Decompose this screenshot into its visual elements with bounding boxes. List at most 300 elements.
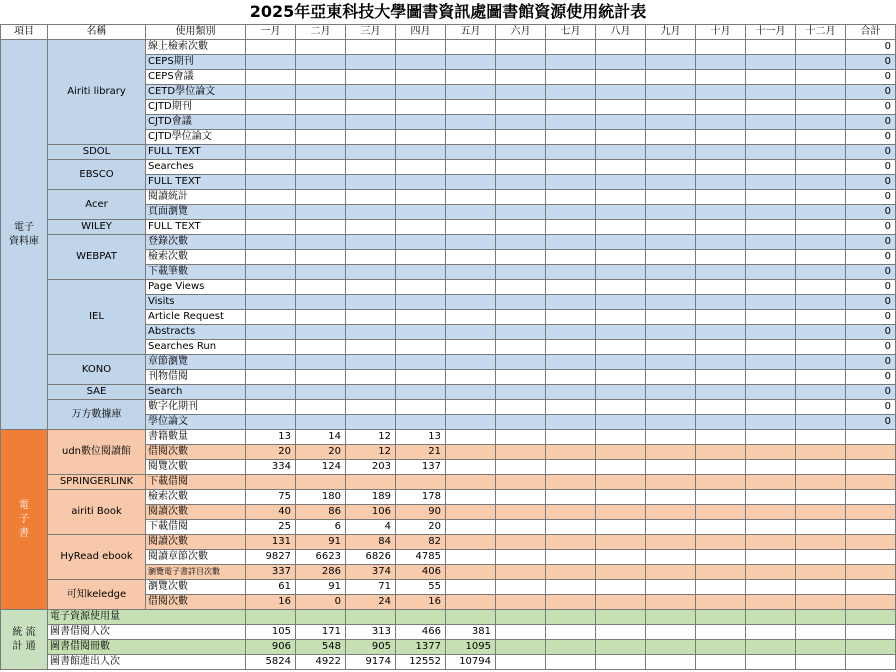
month-value-cell bbox=[796, 235, 846, 250]
month-value-cell bbox=[246, 250, 296, 265]
month-value-cell bbox=[396, 40, 446, 55]
resource-name: EBSCO bbox=[48, 160, 146, 190]
month-value-cell bbox=[546, 370, 596, 385]
usage-category: Article Request bbox=[146, 310, 246, 325]
total-cell: 0 bbox=[846, 310, 896, 325]
month-value-cell bbox=[296, 370, 346, 385]
month-value-cell bbox=[296, 70, 346, 85]
month-value-cell bbox=[746, 535, 796, 550]
usage-category: 章節瀏覽 bbox=[146, 355, 246, 370]
total-cell bbox=[846, 535, 896, 550]
month-value-cell bbox=[496, 340, 546, 355]
month-value-cell bbox=[746, 340, 796, 355]
month-value-cell bbox=[696, 145, 746, 160]
table-row bbox=[1, 355, 896, 370]
column-header: 七月 bbox=[546, 25, 596, 40]
resource-name: 可知keledge bbox=[48, 580, 146, 610]
month-value-cell bbox=[396, 355, 446, 370]
month-value-cell bbox=[446, 220, 496, 235]
total-cell bbox=[846, 430, 896, 445]
usage-category: 頁面瀏覽 bbox=[146, 205, 246, 220]
month-value-cell bbox=[596, 70, 646, 85]
column-header: 名稱 bbox=[48, 25, 146, 40]
month-value-cell bbox=[596, 580, 646, 595]
month-value-cell bbox=[646, 85, 696, 100]
month-value-cell bbox=[596, 355, 646, 370]
month-value-cell bbox=[296, 340, 346, 355]
total-cell bbox=[846, 460, 896, 475]
month-value-cell bbox=[746, 385, 796, 400]
month-value-cell bbox=[696, 595, 746, 610]
month-value-cell: 5824 bbox=[246, 655, 296, 670]
month-value-cell bbox=[446, 460, 496, 475]
month-value-cell bbox=[646, 370, 696, 385]
usage-category: 圖書館進出人次 bbox=[48, 655, 246, 670]
month-value-cell bbox=[496, 175, 546, 190]
table-row bbox=[1, 535, 896, 550]
month-value-cell bbox=[746, 595, 796, 610]
month-value-cell bbox=[546, 445, 596, 460]
month-value-cell bbox=[246, 115, 296, 130]
month-value-cell bbox=[596, 175, 646, 190]
month-value-cell bbox=[646, 145, 696, 160]
total-cell bbox=[846, 595, 896, 610]
month-value-cell bbox=[696, 310, 746, 325]
month-value-cell bbox=[496, 655, 546, 670]
month-value-cell: 12 bbox=[346, 430, 396, 445]
month-value-cell bbox=[546, 595, 596, 610]
month-value-cell bbox=[746, 295, 796, 310]
month-value-cell bbox=[546, 415, 596, 430]
month-value-cell bbox=[446, 175, 496, 190]
month-value-cell: 337 bbox=[246, 565, 296, 580]
month-value-cell bbox=[746, 400, 796, 415]
month-value-cell bbox=[496, 640, 546, 655]
month-value-cell bbox=[496, 40, 546, 55]
month-value-cell bbox=[396, 310, 446, 325]
month-value-cell bbox=[796, 85, 846, 100]
total-cell: 0 bbox=[846, 40, 896, 55]
month-value-cell bbox=[446, 475, 496, 490]
month-value-cell bbox=[296, 475, 346, 490]
month-value-cell bbox=[646, 40, 696, 55]
month-value-cell bbox=[796, 490, 846, 505]
total-cell: 0 bbox=[846, 220, 896, 235]
month-value-cell: 20 bbox=[296, 445, 346, 460]
column-header: 十二月 bbox=[796, 25, 846, 40]
month-value-cell: 20 bbox=[246, 445, 296, 460]
month-value-cell bbox=[296, 610, 346, 625]
resource-name: 万方數據庫 bbox=[48, 400, 146, 430]
month-value-cell bbox=[446, 535, 496, 550]
month-value-cell bbox=[596, 100, 646, 115]
month-value-cell bbox=[296, 55, 346, 70]
month-value-cell bbox=[746, 130, 796, 145]
usage-category: 圖書借閱冊數 bbox=[48, 640, 246, 655]
usage-category: 瀏覽電子書詳目次數 bbox=[146, 565, 246, 580]
month-value-cell bbox=[646, 550, 696, 565]
month-value-cell bbox=[246, 130, 296, 145]
month-value-cell bbox=[646, 295, 696, 310]
month-value-cell bbox=[646, 640, 696, 655]
usage-category: CJTD會議 bbox=[146, 115, 246, 130]
month-value-cell bbox=[646, 580, 696, 595]
month-value-cell bbox=[346, 175, 396, 190]
month-value-cell bbox=[346, 160, 396, 175]
month-value-cell bbox=[646, 130, 696, 145]
month-value-cell bbox=[546, 55, 596, 70]
month-value-cell bbox=[346, 55, 396, 70]
month-value-cell bbox=[446, 580, 496, 595]
month-value-cell bbox=[346, 370, 396, 385]
total-cell: 0 bbox=[846, 295, 896, 310]
total-cell bbox=[846, 550, 896, 565]
month-value-cell bbox=[796, 430, 846, 445]
total-cell bbox=[846, 490, 896, 505]
total-cell: 0 bbox=[846, 340, 896, 355]
month-value-cell bbox=[396, 295, 446, 310]
month-value-cell: 20 bbox=[396, 520, 446, 535]
column-header: 使用類別 bbox=[146, 25, 246, 40]
month-value-cell bbox=[446, 280, 496, 295]
month-value-cell bbox=[346, 115, 396, 130]
month-value-cell bbox=[546, 340, 596, 355]
month-value-cell bbox=[796, 640, 846, 655]
column-header: 六月 bbox=[496, 25, 546, 40]
month-value-cell bbox=[796, 475, 846, 490]
month-value-cell bbox=[496, 325, 546, 340]
month-value-cell bbox=[296, 385, 346, 400]
month-value-cell bbox=[646, 490, 696, 505]
month-value-cell: 14 bbox=[296, 430, 346, 445]
usage-category: 電子資源使用量 bbox=[48, 610, 246, 625]
month-value-cell bbox=[246, 355, 296, 370]
month-value-cell bbox=[396, 475, 446, 490]
month-value-cell bbox=[746, 355, 796, 370]
month-value-cell bbox=[596, 205, 646, 220]
month-value-cell bbox=[496, 520, 546, 535]
table-row bbox=[1, 235, 896, 250]
usage-category: Searches Run bbox=[146, 340, 246, 355]
month-value-cell bbox=[696, 655, 746, 670]
month-value-cell bbox=[446, 415, 496, 430]
month-value-cell bbox=[396, 400, 446, 415]
month-value-cell bbox=[746, 415, 796, 430]
month-value-cell: 84 bbox=[346, 535, 396, 550]
total-cell: 0 bbox=[846, 370, 896, 385]
month-value-cell bbox=[796, 250, 846, 265]
month-value-cell bbox=[546, 580, 596, 595]
month-value-cell bbox=[446, 565, 496, 580]
month-value-cell bbox=[546, 40, 596, 55]
month-value-cell bbox=[446, 130, 496, 145]
month-value-cell bbox=[496, 610, 546, 625]
month-value-cell bbox=[696, 220, 746, 235]
month-value-cell bbox=[496, 445, 546, 460]
total-cell: 0 bbox=[846, 70, 896, 85]
month-value-cell bbox=[246, 145, 296, 160]
month-value-cell bbox=[296, 130, 346, 145]
month-value-cell bbox=[246, 70, 296, 85]
month-value-cell bbox=[496, 565, 546, 580]
resource-name: udn數位閱讀館 bbox=[48, 430, 146, 475]
month-value-cell bbox=[696, 565, 746, 580]
month-value-cell bbox=[446, 445, 496, 460]
month-value-cell bbox=[746, 550, 796, 565]
month-value-cell bbox=[746, 100, 796, 115]
month-value-cell bbox=[646, 535, 696, 550]
table-row bbox=[1, 220, 896, 235]
month-value-cell bbox=[796, 280, 846, 295]
report-title: 2025年亞東科技大學圖書資訊處圖書館資源使用統計表 bbox=[249, 2, 647, 21]
table-row bbox=[1, 475, 896, 490]
month-value-cell bbox=[246, 265, 296, 280]
usage-statistics-table bbox=[0, 24, 896, 670]
table-row bbox=[1, 610, 896, 625]
month-value-cell bbox=[596, 520, 646, 535]
usage-category: 閱讀次數 bbox=[146, 535, 246, 550]
month-value-cell bbox=[546, 220, 596, 235]
month-value-cell bbox=[646, 310, 696, 325]
month-value-cell bbox=[396, 70, 446, 85]
month-value-cell bbox=[446, 610, 496, 625]
usage-category: 圖書借閱人次 bbox=[48, 625, 246, 640]
resource-name: HyRead ebook bbox=[48, 535, 146, 580]
month-value-cell: 334 bbox=[246, 460, 296, 475]
month-value-cell bbox=[496, 370, 546, 385]
month-value-cell bbox=[646, 565, 696, 580]
month-value-cell bbox=[246, 610, 296, 625]
month-value-cell bbox=[496, 205, 546, 220]
resource-name: KONO bbox=[48, 355, 146, 385]
month-value-cell bbox=[746, 460, 796, 475]
month-value-cell bbox=[796, 100, 846, 115]
month-value-cell bbox=[746, 280, 796, 295]
month-value-cell bbox=[746, 265, 796, 280]
month-value-cell bbox=[396, 55, 446, 70]
month-value-cell bbox=[296, 250, 346, 265]
month-value-cell bbox=[596, 340, 646, 355]
month-value-cell bbox=[396, 85, 446, 100]
month-value-cell bbox=[596, 640, 646, 655]
month-value-cell bbox=[446, 310, 496, 325]
month-value-cell bbox=[646, 385, 696, 400]
month-value-cell bbox=[546, 250, 596, 265]
month-value-cell bbox=[696, 250, 746, 265]
month-value-cell bbox=[546, 475, 596, 490]
month-value-cell bbox=[696, 130, 746, 145]
month-value-cell bbox=[696, 490, 746, 505]
table-row bbox=[1, 625, 896, 640]
month-value-cell bbox=[496, 475, 546, 490]
month-value-cell bbox=[296, 190, 346, 205]
month-value-cell bbox=[546, 295, 596, 310]
month-value-cell: 82 bbox=[396, 535, 446, 550]
usage-category: 借閱次數 bbox=[146, 595, 246, 610]
month-value-cell bbox=[696, 235, 746, 250]
month-value-cell bbox=[546, 385, 596, 400]
month-value-cell bbox=[696, 475, 746, 490]
month-value-cell: 6 bbox=[296, 520, 346, 535]
month-value-cell: 13 bbox=[396, 430, 446, 445]
month-value-cell bbox=[446, 520, 496, 535]
month-value-cell: 180 bbox=[296, 490, 346, 505]
month-value-cell bbox=[346, 475, 396, 490]
month-value-cell bbox=[546, 190, 596, 205]
month-value-cell bbox=[546, 550, 596, 565]
month-value-cell bbox=[246, 40, 296, 55]
usage-category: 下載借閱 bbox=[146, 475, 246, 490]
month-value-cell bbox=[446, 100, 496, 115]
usage-category: Abstracts bbox=[146, 325, 246, 340]
month-value-cell bbox=[596, 430, 646, 445]
month-value-cell bbox=[796, 265, 846, 280]
month-value-cell: 313 bbox=[346, 625, 396, 640]
month-value-cell bbox=[396, 415, 446, 430]
month-value-cell: 6826 bbox=[346, 550, 396, 565]
month-value-cell bbox=[596, 460, 646, 475]
month-value-cell bbox=[646, 475, 696, 490]
month-value-cell bbox=[496, 280, 546, 295]
month-value-cell bbox=[796, 145, 846, 160]
total-cell: 0 bbox=[846, 190, 896, 205]
month-value-cell bbox=[246, 280, 296, 295]
month-value-cell: 466 bbox=[396, 625, 446, 640]
month-value-cell bbox=[296, 265, 346, 280]
month-value-cell bbox=[246, 325, 296, 340]
month-value-cell bbox=[446, 385, 496, 400]
month-value-cell bbox=[446, 70, 496, 85]
month-value-cell: 137 bbox=[396, 460, 446, 475]
month-value-cell: 86 bbox=[296, 505, 346, 520]
table-row bbox=[1, 655, 896, 670]
month-value-cell bbox=[796, 205, 846, 220]
month-value-cell: 4 bbox=[346, 520, 396, 535]
month-value-cell bbox=[396, 265, 446, 280]
month-value-cell bbox=[496, 70, 546, 85]
month-value-cell bbox=[796, 595, 846, 610]
month-value-cell bbox=[346, 205, 396, 220]
month-value-cell bbox=[596, 85, 646, 100]
month-value-cell bbox=[446, 160, 496, 175]
month-value-cell: 131 bbox=[246, 535, 296, 550]
month-value-cell bbox=[546, 235, 596, 250]
usage-category: Search bbox=[146, 385, 246, 400]
month-value-cell bbox=[646, 400, 696, 415]
total-cell: 0 bbox=[846, 265, 896, 280]
total-cell: 0 bbox=[846, 385, 896, 400]
month-value-cell bbox=[696, 85, 746, 100]
month-value-cell bbox=[496, 385, 546, 400]
total-cell: 0 bbox=[846, 280, 896, 295]
month-value-cell: 61 bbox=[246, 580, 296, 595]
month-value-cell bbox=[696, 355, 746, 370]
column-header: 十月 bbox=[696, 25, 746, 40]
total-cell bbox=[846, 655, 896, 670]
table-row bbox=[1, 640, 896, 655]
month-value-cell bbox=[646, 175, 696, 190]
month-value-cell bbox=[596, 595, 646, 610]
month-value-cell bbox=[746, 520, 796, 535]
month-value-cell bbox=[696, 70, 746, 85]
month-value-cell bbox=[546, 100, 596, 115]
month-value-cell: 178 bbox=[396, 490, 446, 505]
month-value-cell bbox=[646, 160, 696, 175]
month-value-cell bbox=[346, 280, 396, 295]
month-value-cell bbox=[346, 235, 396, 250]
total-cell: 0 bbox=[846, 235, 896, 250]
month-value-cell bbox=[346, 325, 396, 340]
month-value-cell bbox=[646, 220, 696, 235]
month-value-cell bbox=[696, 640, 746, 655]
month-value-cell bbox=[546, 280, 596, 295]
month-value-cell bbox=[746, 175, 796, 190]
month-value-cell bbox=[496, 430, 546, 445]
column-header: 二月 bbox=[296, 25, 346, 40]
month-value-cell bbox=[396, 220, 446, 235]
month-value-cell bbox=[246, 310, 296, 325]
month-value-cell bbox=[446, 85, 496, 100]
month-value-cell bbox=[446, 550, 496, 565]
month-value-cell bbox=[246, 190, 296, 205]
month-value-cell bbox=[796, 505, 846, 520]
usage-category: 書籍數量 bbox=[146, 430, 246, 445]
usage-category: 閱讀次數 bbox=[146, 505, 246, 520]
month-value-cell bbox=[296, 280, 346, 295]
month-value-cell: 4922 bbox=[296, 655, 346, 670]
month-value-cell bbox=[796, 115, 846, 130]
table-row bbox=[1, 40, 896, 55]
total-cell bbox=[846, 505, 896, 520]
month-value-cell bbox=[346, 145, 396, 160]
month-value-cell bbox=[396, 340, 446, 355]
month-value-cell: 106 bbox=[346, 505, 396, 520]
month-value-cell bbox=[296, 175, 346, 190]
resource-name: Airiti library bbox=[48, 40, 146, 145]
table-row bbox=[1, 145, 896, 160]
month-value-cell bbox=[246, 235, 296, 250]
total-cell: 0 bbox=[846, 205, 896, 220]
resource-name: IEL bbox=[48, 280, 146, 355]
total-cell bbox=[846, 640, 896, 655]
total-cell: 0 bbox=[846, 325, 896, 340]
month-value-cell bbox=[696, 535, 746, 550]
month-value-cell bbox=[446, 145, 496, 160]
usage-category: 檢索次數 bbox=[146, 490, 246, 505]
month-value-cell bbox=[346, 610, 396, 625]
month-value-cell bbox=[746, 430, 796, 445]
usage-category: 刊物借閱 bbox=[146, 370, 246, 385]
month-value-cell bbox=[746, 475, 796, 490]
table-row bbox=[1, 580, 896, 595]
month-value-cell bbox=[496, 190, 546, 205]
month-value-cell bbox=[246, 220, 296, 235]
table-row bbox=[1, 280, 896, 295]
month-value-cell bbox=[346, 340, 396, 355]
month-value-cell bbox=[596, 550, 646, 565]
month-value-cell bbox=[596, 295, 646, 310]
month-value-cell bbox=[746, 70, 796, 85]
month-value-cell bbox=[596, 325, 646, 340]
total-cell: 0 bbox=[846, 400, 896, 415]
month-value-cell bbox=[796, 325, 846, 340]
month-value-cell bbox=[646, 250, 696, 265]
usage-category: CETD學位論文 bbox=[146, 85, 246, 100]
month-value-cell bbox=[596, 415, 646, 430]
month-value-cell bbox=[796, 190, 846, 205]
month-value-cell: 24 bbox=[346, 595, 396, 610]
month-value-cell bbox=[396, 100, 446, 115]
